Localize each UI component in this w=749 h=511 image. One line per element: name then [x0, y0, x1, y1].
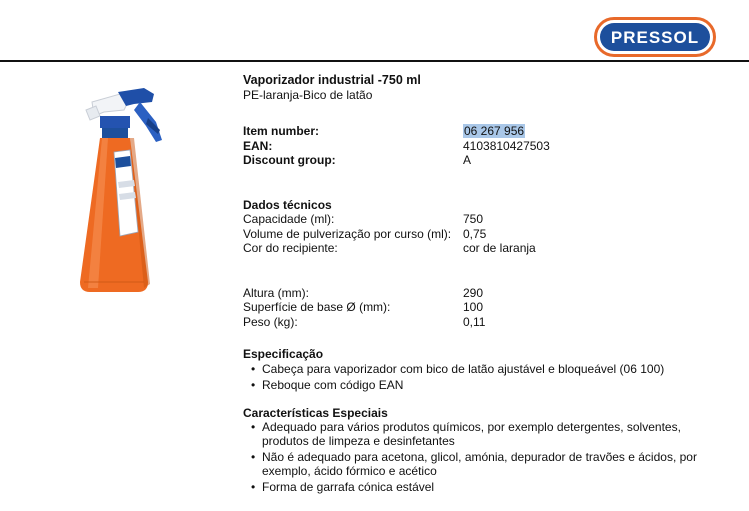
ean-value: 4103810427503	[463, 138, 550, 153]
bullet-icon: •	[251, 450, 256, 464]
tech-value: 290	[463, 285, 484, 300]
special-list	[243, 420, 698, 494]
pressol-logo	[594, 17, 716, 57]
tech-label: Cor do recipiente:	[243, 241, 338, 255]
list-item-text: Adequado para vários produtos químicos, por exemplo detergentes, solventes, produtos de limpeza e desinfetantes	[262, 420, 681, 448]
list-item-text: Forma de garrafa cónica estável	[262, 480, 435, 494]
product-subtitle: PE-laranja-Bico de latão	[243, 88, 373, 102]
tech-row	[243, 212, 743, 227]
tech-value: 0,11	[463, 314, 486, 329]
tech-label: Volume de pulverização por curso (ml):	[243, 226, 452, 241]
bullet-icon: •	[251, 377, 256, 392]
technical-title: Dados técnicos	[243, 197, 332, 212]
tech-value: 750	[463, 212, 484, 226]
list-item	[243, 450, 698, 478]
tech-row	[243, 227, 743, 242]
tech-label: Superfície de base Ø (mm):	[243, 300, 391, 314]
list-item	[243, 480, 698, 494]
list-item	[243, 420, 698, 448]
bullet-icon: •	[251, 361, 256, 376]
special-title: Características Especiais	[243, 405, 388, 420]
tech-row	[243, 300, 743, 315]
spray-bottle-icon	[72, 82, 172, 302]
tech-row	[243, 241, 743, 256]
tech-value: 0,75	[463, 226, 487, 241]
tech-row	[243, 286, 743, 301]
list-item	[243, 362, 743, 376]
product-details	[243, 70, 743, 496]
ean-label: EAN:	[243, 138, 273, 153]
product-title: Vaporizador industrial -750 ml	[243, 73, 421, 87]
item-number-row	[243, 124, 743, 139]
discount-group-label: Discount group:	[243, 153, 336, 167]
ean-row	[243, 139, 743, 154]
header-divider	[0, 60, 749, 62]
tech-label: Altura (mm):	[243, 285, 309, 300]
tech-value: 100	[463, 300, 484, 314]
tech-label: Peso (kg):	[243, 314, 298, 329]
tech-row	[243, 315, 743, 330]
list-item	[243, 378, 743, 392]
item-number-label: Item number:	[243, 124, 320, 138]
discount-group-value: A	[463, 153, 472, 167]
item-number-value: 06 267 956	[464, 124, 525, 138]
bullet-icon: •	[251, 480, 256, 494]
list-item-text: Reboque com código EAN	[262, 377, 404, 392]
specification-title: Especificação	[243, 347, 324, 361]
specification-list	[243, 362, 743, 392]
list-item-text: Não é adequado para acetona, glicol, amónia, depurador de travões e ácidos, por exemplo, ácido fórmico e acético	[262, 450, 697, 478]
tech-value: cor de laranja	[463, 241, 536, 255]
discount-group-row	[243, 153, 743, 168]
logo-text: PRESSOL	[610, 28, 700, 47]
list-item-text: Cabeça para vaporizador com bico de latão ajustável e bloqueável (06 100)	[262, 361, 665, 376]
bullet-icon: •	[251, 420, 256, 434]
tech-label: Capacidade (ml):	[243, 212, 335, 226]
